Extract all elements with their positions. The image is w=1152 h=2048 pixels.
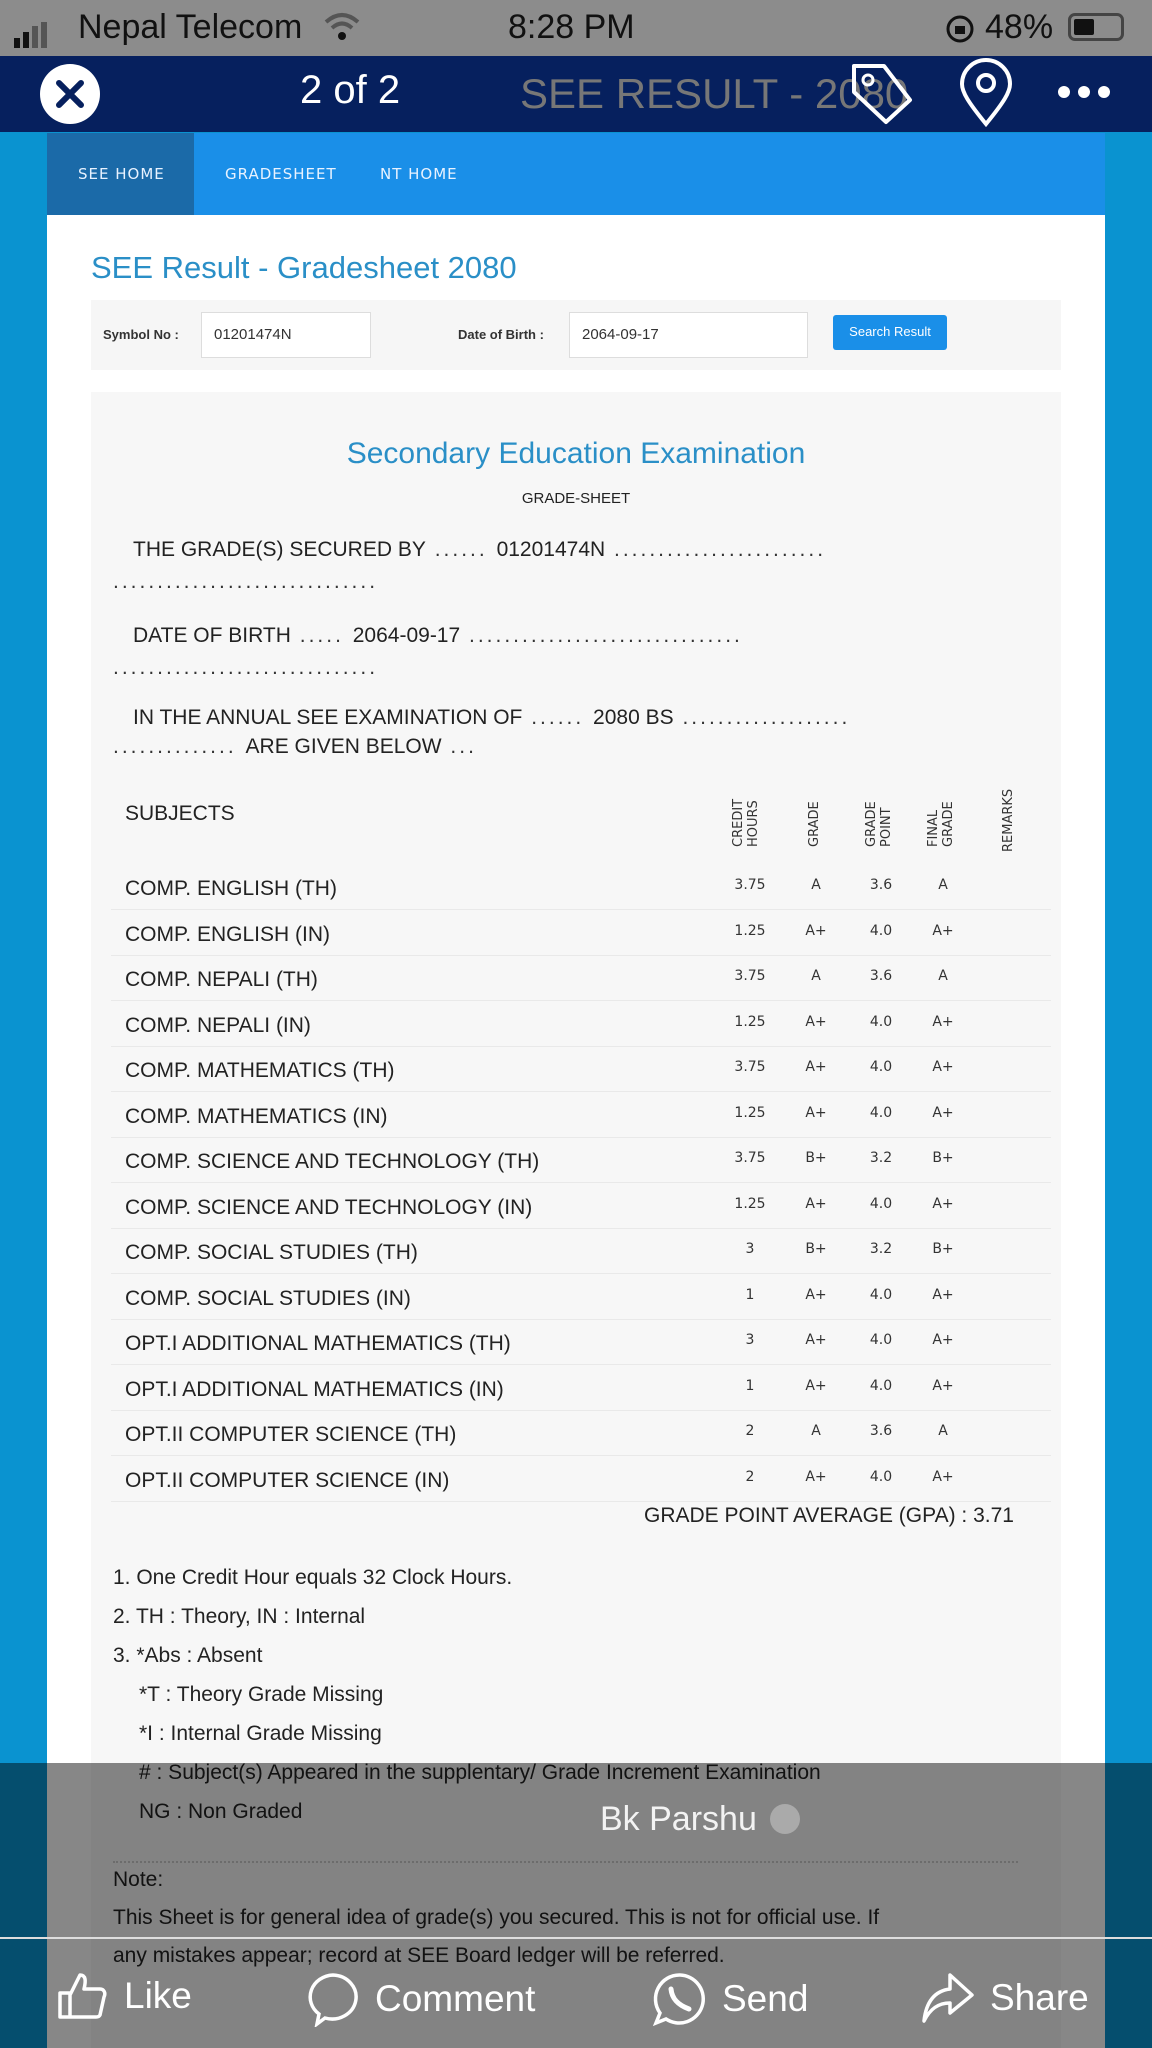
comment-icon (305, 1971, 361, 2027)
note-text-1: This Sheet is for general idea of grade(s) you secured. This is not for official use. If (113, 1906, 880, 1929)
subject: COMP. SOCIAL STUDIES (IN) (125, 1286, 411, 1310)
credit-hours: 1.25 (734, 1104, 766, 1121)
dob-input[interactable]: 2064-09-17 (569, 312, 808, 358)
symbol-label: Symbol No : (103, 327, 179, 342)
grade-point: 4.0 (869, 1377, 893, 1394)
credit-hours: 3.75 (734, 1059, 766, 1075)
gpa: GRADE POINT AVERAGE (GPA) : 3.71 (644, 1504, 1014, 1527)
grade-point: 4.0 (869, 922, 893, 939)
sheet-subheading: GRADE-SHEET (521, 490, 631, 507)
symbol-input[interactable]: 01201474N (201, 312, 371, 358)
credit-hours: 1.25 (734, 1013, 766, 1030)
note-title: Note: (113, 1868, 164, 1891)
nav-gradesheet[interactable]: GRADESHEET (225, 165, 337, 183)
close-button[interactable] (40, 64, 100, 124)
subject: OPT.II COMPUTER SCIENCE (TH) (125, 1423, 457, 1446)
table-row (111, 1320, 1051, 1365)
grade-point: 3.6 (869, 877, 893, 893)
grade-point: 3.6 (869, 968, 893, 984)
grade: A+ (805, 1286, 827, 1303)
table-row (111, 1184, 1051, 1229)
secured-by-label: THE GRADE(S) SECURED BY (133, 538, 426, 561)
col-grade-point (864, 787, 894, 847)
subject: COMP. MATHEMATICS (TH) (125, 1059, 395, 1082)
search-result-button[interactable]: Search Result (833, 315, 947, 350)
final-grade: A+ (932, 1377, 954, 1394)
battery-icon (1068, 13, 1124, 41)
credit-hours: 3.75 (734, 877, 766, 893)
final-grade: A (938, 877, 948, 893)
final-grade: A (938, 968, 948, 984)
status-bar (0, 0, 1152, 56)
dob-line-label: DATE OF BIRTH (133, 624, 291, 647)
credit-hours: 1.25 (734, 922, 766, 939)
grade: B+ (805, 1241, 827, 1257)
table-row (111, 1002, 1051, 1047)
grade: A+ (805, 1195, 827, 1212)
final-grade: A+ (932, 1059, 954, 1075)
credit-hours: 3 (745, 1332, 755, 1348)
more-options-icon[interactable] (1056, 84, 1112, 104)
credit-hours: 3 (745, 1241, 755, 1257)
legend-note: NG : Non Graded (139, 1800, 303, 1823)
credit-hours: 3.75 (734, 1150, 766, 1166)
final-grade: A+ (932, 1013, 954, 1030)
send-button[interactable] (652, 1971, 808, 2027)
table-row (111, 1457, 1051, 1502)
table-row (111, 1411, 1051, 1456)
col-final-grade-2: GRADE (941, 801, 956, 847)
subject: COMP. ENGLISH (IN) (125, 922, 330, 946)
final-grade: A+ (932, 1104, 954, 1121)
secured-by-line: THE GRADE(S) SECURED BY ...... 01201474N ........................ (133, 538, 827, 561)
clock: 8:28 PM (508, 8, 635, 46)
send-label: Send (722, 1978, 809, 2019)
subject: COMP. ENGLISH (TH) (125, 877, 337, 900)
col-subjects: SUBJECTS (125, 802, 235, 825)
table-row (111, 1047, 1051, 1092)
grade: A+ (805, 1468, 827, 1485)
col-grade: GRADE (807, 801, 822, 847)
col-credit-hours-1: CREDIT (731, 798, 746, 847)
exam-line: IN THE ANNUAL SEE EXAMINATION OF ...... 2080 BS ................... (133, 706, 851, 729)
grade: A (811, 968, 821, 984)
dob-label: Date of Birth : (458, 327, 544, 342)
whatsapp-icon (652, 1971, 708, 2027)
grade: A+ (805, 1059, 827, 1075)
given-below: ARE GIVEN BELOW (245, 735, 442, 758)
credit-hours: 3.75 (734, 968, 766, 984)
like-icon (56, 1971, 110, 2021)
table-row (111, 1229, 1051, 1274)
final-grade: A+ (932, 1286, 954, 1303)
grade: A+ (805, 1013, 827, 1030)
grade-point: 4.0 (869, 1013, 893, 1030)
subject: COMP. SCIENCE AND TECHNOLOGY (IN) (125, 1195, 533, 1219)
grade-point: 4.0 (869, 1468, 893, 1485)
col-final-grade (926, 787, 956, 847)
table-row (111, 1093, 1051, 1138)
grade-point: 4.0 (869, 1195, 893, 1212)
dob-line-value: 2064-09-17 (352, 624, 461, 647)
note-text-2: any mistakes appear; record at SEE Board ledger will be referred. (113, 1944, 725, 1967)
subject: COMP. NEPALI (TH) (125, 968, 318, 991)
legend-note: *T : Theory Grade Missing (139, 1683, 384, 1706)
dotted-line: .............................. (113, 656, 379, 679)
table-row (111, 865, 1051, 910)
credit-hours: 2 (745, 1423, 755, 1439)
exam-year: 2080 BS (593, 706, 674, 729)
table-row (111, 1275, 1051, 1320)
credit-hours: 1 (745, 1286, 755, 1303)
nav-nt-home[interactable]: NT HOME (380, 165, 458, 183)
legend-note: 2. TH : Theory, IN : Internal (113, 1605, 366, 1628)
grade: A (811, 877, 821, 893)
grade: A+ (805, 1104, 827, 1121)
grade-point: 3.2 (869, 1150, 893, 1166)
location-icon[interactable] (958, 58, 1014, 132)
action-bar (0, 1937, 1152, 2048)
rotation-lock-icon (945, 14, 975, 53)
grade: A (811, 1423, 821, 1439)
subject: COMP. SOCIAL STUDIES (TH) (125, 1241, 418, 1264)
grade-point: 4.0 (869, 1059, 893, 1075)
final-grade: B+ (932, 1241, 954, 1257)
tag-icon[interactable] (846, 58, 916, 132)
credit-hours: 2 (745, 1468, 755, 1485)
subject: OPT.I ADDITIONAL MATHEMATICS (TH) (125, 1332, 511, 1355)
page-title: SEE Result - Gradesheet 2080 (91, 250, 517, 285)
final-grade: A+ (932, 1332, 954, 1348)
table-row (111, 1138, 1051, 1183)
share-icon (920, 1971, 976, 2025)
final-grade: B+ (932, 1150, 954, 1166)
legend-note: 3. *Abs : Absent (113, 1644, 263, 1667)
grade-point: 3.2 (869, 1241, 893, 1257)
col-credit-hours (731, 787, 761, 847)
battery-percent: 48% (985, 8, 1054, 46)
grade: A+ (805, 922, 827, 939)
signal-icon (14, 18, 74, 57)
given-below-line: .............. ARE GIVEN BELOW ... (113, 735, 477, 758)
site-nav (47, 133, 1105, 215)
legend-note: *I : Internal Grade Missing (139, 1722, 382, 1745)
secured-by-symbol: 01201474N (496, 538, 606, 561)
subject: OPT.II COMPUTER SCIENCE (IN) (125, 1468, 450, 1492)
like-button[interactable] (56, 1971, 192, 2021)
nav-see-home[interactable]: SEE HOME (47, 133, 194, 215)
comment-button[interactable] (305, 1971, 535, 2027)
like-label: Like (124, 1975, 192, 2016)
legend-note: # : Subject(s) Appeared in the supplentary/ Grade Increment Examination (139, 1761, 821, 1784)
globe-icon (770, 1804, 800, 1834)
final-grade: A+ (932, 922, 954, 939)
grade-point: 4.0 (869, 1286, 893, 1303)
col-final-grade-1: FINAL (926, 809, 941, 847)
final-grade: A+ (932, 1195, 954, 1212)
grade-point: 4.0 (869, 1104, 893, 1121)
share-button[interactable] (920, 1971, 1089, 2025)
grade-point: 4.0 (869, 1332, 893, 1348)
grade: A+ (805, 1332, 827, 1348)
table-row (111, 911, 1051, 956)
comment-label: Comment (375, 1978, 536, 2019)
subject: COMP. SCIENCE AND TECHNOLOGY (TH) (125, 1150, 540, 1173)
final-grade: A (938, 1423, 948, 1439)
poster-name[interactable]: Bk Parshu (600, 1800, 757, 1838)
close-icon (40, 64, 100, 124)
wifi-icon (324, 12, 360, 51)
col-grade-point-2: POINT (879, 807, 894, 847)
grade: A+ (805, 1377, 827, 1394)
photo-counter: 2 of 2 (300, 68, 401, 112)
credit-hours: 1.25 (734, 1195, 766, 1212)
final-grade: A+ (932, 1468, 954, 1485)
table-row (111, 1366, 1051, 1411)
col-remarks: REMARKS (1001, 788, 1016, 852)
carrier: Nepal Telecom (78, 8, 303, 46)
table-row (111, 956, 1051, 1001)
share-label: Share (990, 1977, 1089, 2018)
col-grade-point-1: GRADE (864, 801, 879, 847)
search-form (91, 300, 1061, 370)
subject: COMP. MATHEMATICS (IN) (125, 1104, 388, 1128)
col-credit-hours-2: HOURS (746, 800, 761, 847)
grade: B+ (805, 1150, 827, 1166)
sheet-heading: Secondary Education Examination (346, 437, 806, 470)
dotted-line: .............................. (113, 570, 379, 593)
dob-line: DATE OF BIRTH ..... 2064-09-17 ............................... (133, 624, 743, 647)
legend-note: 1. One Credit Hour equals 32 Clock Hours. (113, 1566, 513, 1589)
credit-hours: 1 (745, 1377, 755, 1394)
grade-point: 3.6 (869, 1423, 893, 1439)
exam-label: IN THE ANNUAL SEE EXAMINATION OF (133, 706, 523, 729)
subject: OPT.I ADDITIONAL MATHEMATICS (IN) (125, 1377, 504, 1401)
subject: COMP. NEPALI (IN) (125, 1013, 311, 1037)
page-title-behind: SEE RESULT - 2080 (520, 70, 909, 117)
